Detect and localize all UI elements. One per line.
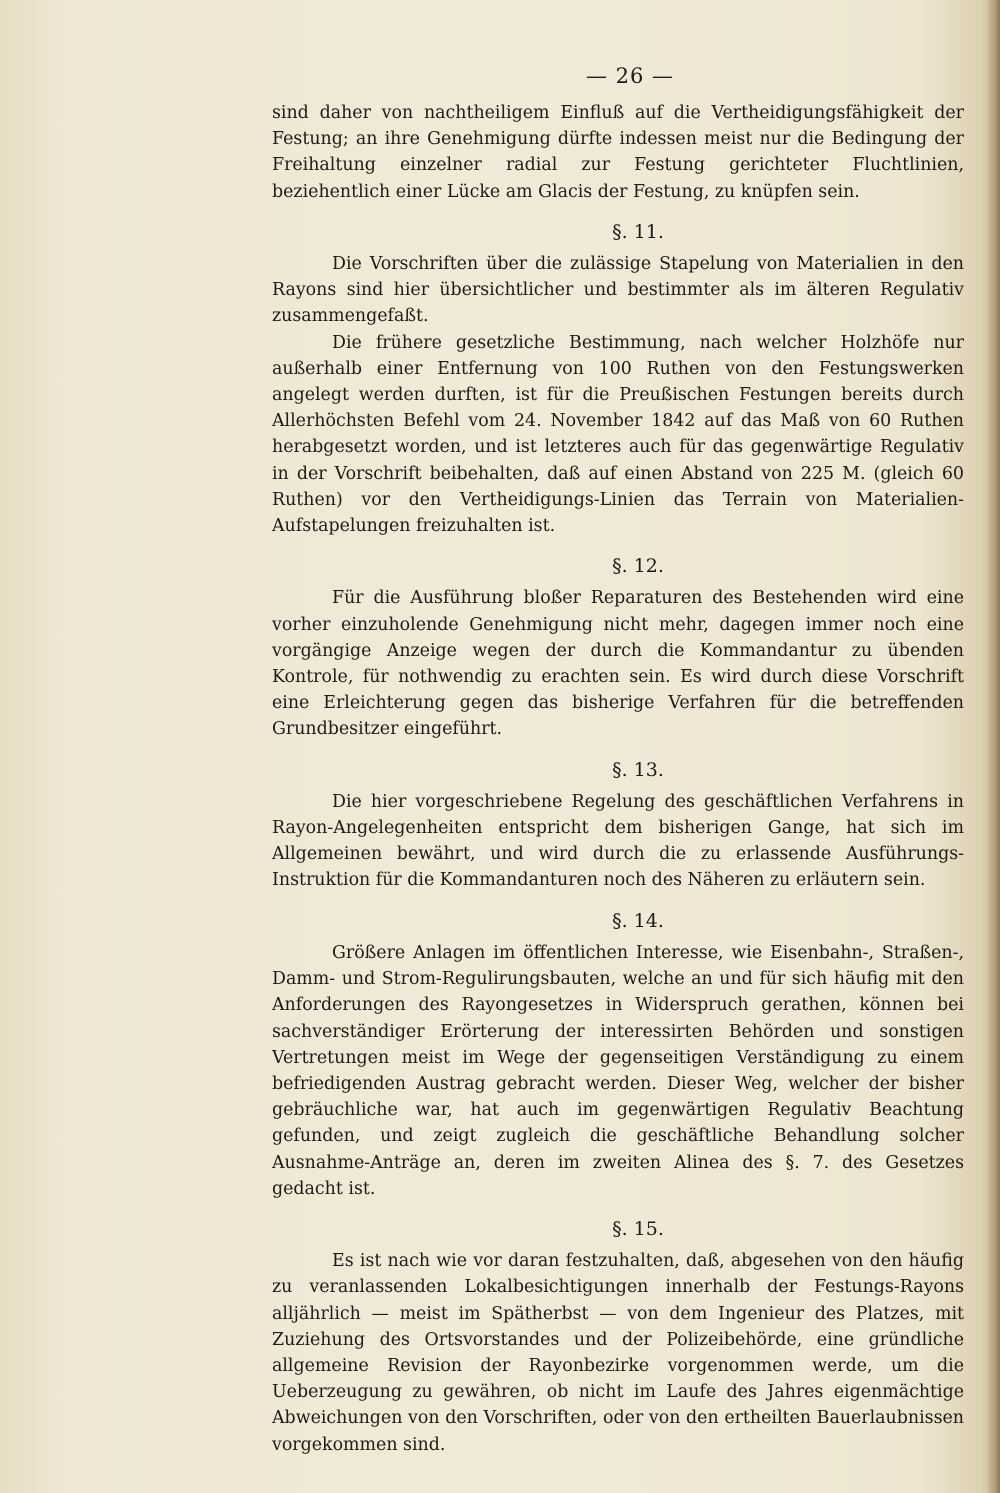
section-13-paragraph: Die hier vorgeschriebene Regelung des geschäftlichen Verfahrens in Rayon-Angelegenheiten entspricht dem bisherigen Gange, hat sich im Allgemeinen bewährt, und wird durch die zu erlassende Ausführungs-Instruktion für die Kommandanturen noch des Näheren zu erläutern sein. <box>272 791 964 891</box>
intro-paragraph: sind daher von nachtheiligem Einfluß auf die Vertheidigungsfähigkeit der Festung; an ihre Genehmigung dürfte indessen meist nur die Bedingung der Freihaltung einzelner radial zur Festung gerichteter Fluchtlinien, beziehentlich einer Lücke am Glacis der Festung, zu knüpfen sein. <box>272 103 964 202</box>
section-heading-15: §. 15. <box>612 1217 664 1240</box>
section-11-paragraph-1: Die Vorschriften über die zulässige Stapelung von Materialien in den Rayons sind hier übersichtlicher und bestimmter als im älteren Regulativ zusammengefaßt. <box>272 254 964 327</box>
body-text <box>272 100 964 1458</box>
section-15-paragraph: Es ist nach wie vor daran festzuhalten, daß, abgesehen von den häufig zu veranlassenden Lokalbesichtigungen innerhalb der Festungs-Rayons alljährlich — meist im Spätherbst — von dem Ingenieur des Platzes, mit Zuziehung des Ortsvorstandes und der Polizeibehörde, eine gründliche allgemeine Revision der Rayonbezirke vorgenommen werde, um die Ueberzeugung zu gewähren, ob nicht im Laufe des Jahres eigenmächtige Abweichungen von den Vorschriften, oder von den ertheilten Bauerlaubnissen vorgekommen sind. <box>272 1251 964 1455</box>
section-14-paragraph: Größere Anlagen im öffentlichen Interesse, wie Eisenbahn-, Straßen-, Damm- und Strom-Regulirungsbauten, welche an und für sich häufig mit den Anforderungen des Rayongesetzes in Widerspruch gerathen, können bei sachverständiger Erörterung der interessirten Behörden und sonstigen Vertretungen meist im Wege der gegenseitigen Verständigung zu einem befriedigenden Austrag gebracht werden. Dieser Weg, welcher der bisher gebräuchliche war, hat auch im gegenwärtigen Regulativ Beachtung gefunden, und zeigt zugleich die geschäftliche Behandlung solcher Ausnahme-Anträge an, deren im zweiten Alinea des §. 7. des Gesetzes gedacht ist. <box>272 942 964 1199</box>
section-heading-14: §. 14. <box>612 909 664 932</box>
section-heading-12: §. 12. <box>612 555 664 578</box>
page-number: — 26 — <box>585 64 675 88</box>
page-edge-shadow <box>986 0 1000 1493</box>
section-heading-13: §. 13. <box>612 758 664 781</box>
section-12-paragraph: Für die Ausführung bloßer Reparaturen des Bestehenden wird eine vorher einzuholende Genehmigung nicht mehr, dagegen immer noch eine vorgängige Anzeige wegen der durch die Kommandantur zu übenden Kontrole, für nothwendig zu erachten sein. Es wird durch diese Vorschrift eine Erleichterung gegen das bisherige Verfahren für die betreffenden Grundbesitzer eingeführt. <box>272 588 964 740</box>
section-11-paragraph-2: Die frühere gesetzliche Bestimmung, nach welcher Holzhöfe nur außerhalb einer Entfernung von 100 Ruthen von den Festungswerken angelegt werden durften, ist für die Preußischen Festungen bereits durch Allerhöchsten Befehl vom 24. November 1842 auf das Maß von 60 Ruthen herabgesetzt worden, und ist letzteres auch für das gegenwärtige Regulativ in der Vorschrift beibehalten, daß auf einen Abstand von 225 M. (gleich 60 Ruthen) vor den Vertheidigungs-Linien das Terrain von Materialien-Aufstapelungen freizuhalten ist. <box>272 332 964 537</box>
section-heading-11: §. 11. <box>612 220 664 243</box>
